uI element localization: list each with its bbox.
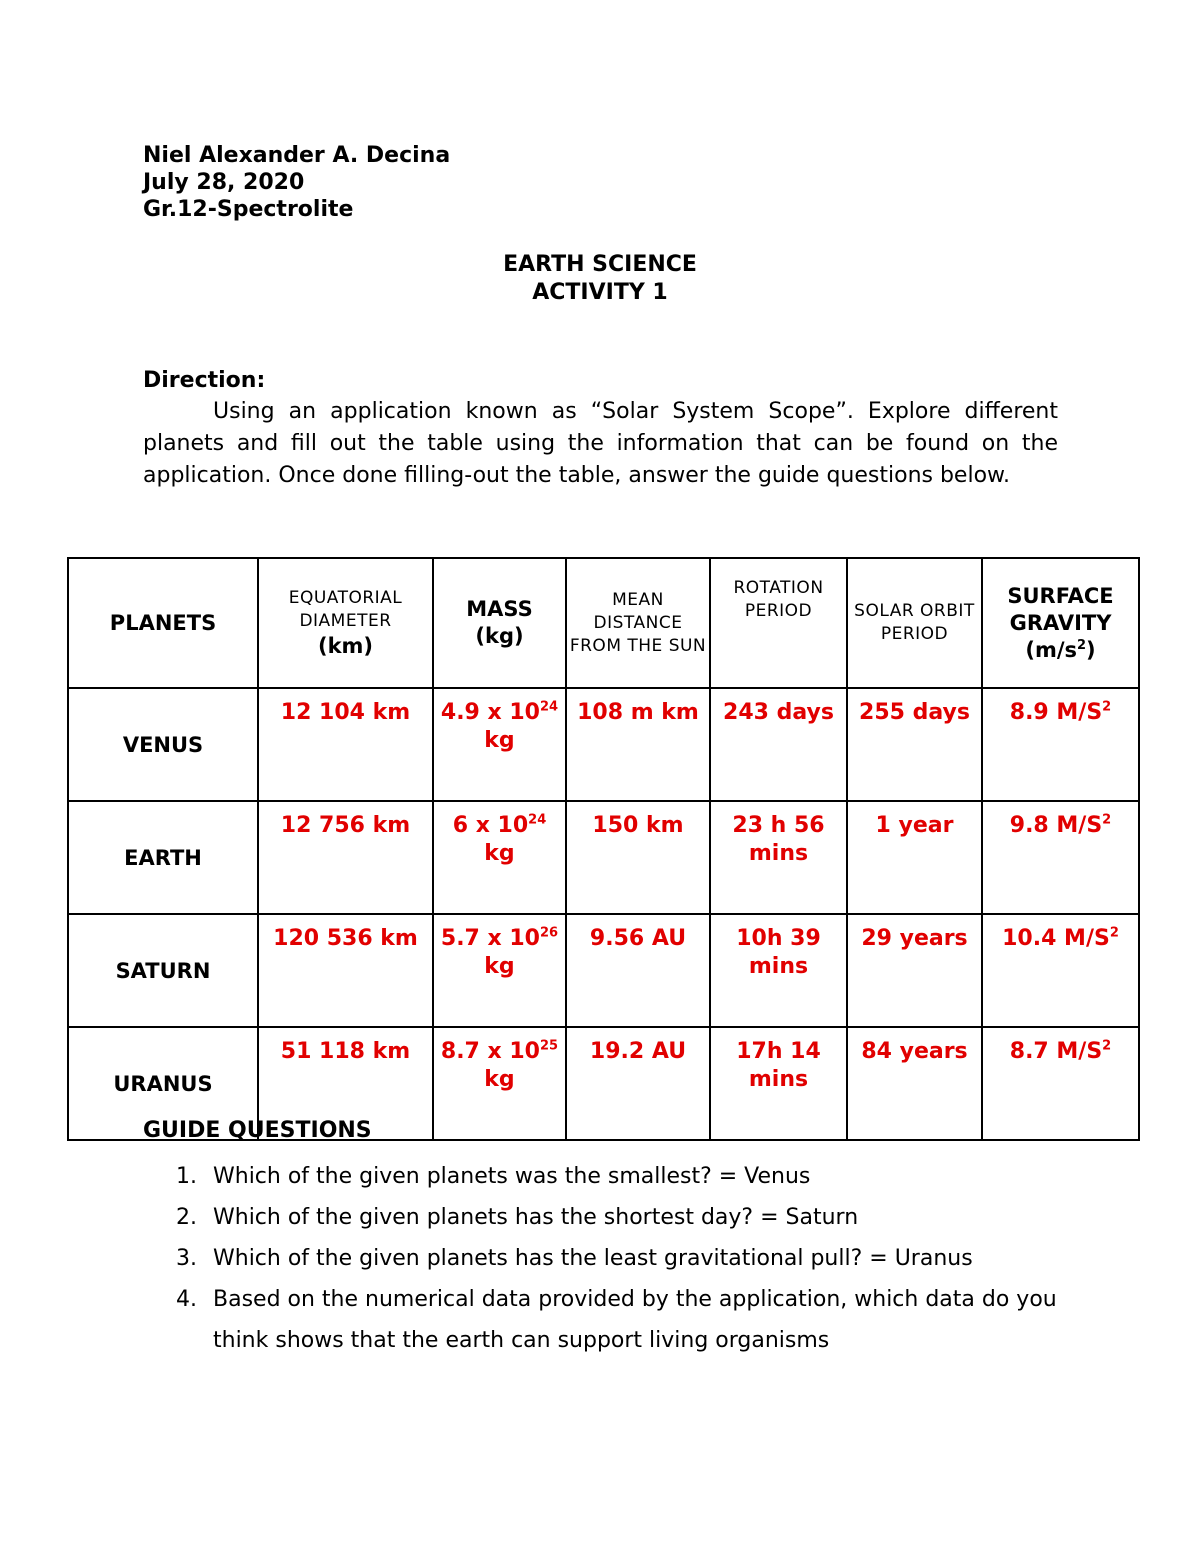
distance-value: 108 m km	[566, 688, 710, 801]
orbit-value: 1 year	[847, 801, 982, 914]
diameter-value: 12 756 km	[258, 801, 433, 914]
header-gravity: SURFACE GRAVITY $(m/s^2)$	[982, 558, 1139, 688]
mass-value: 6 x $10^{24}$ kg	[433, 801, 566, 914]
header-diameter: EQUATORIAL DIAMETER (km)	[258, 558, 433, 688]
distance-value: 150 km	[566, 801, 710, 914]
diameter-value: 120 536 km	[258, 914, 433, 1027]
question-number: 4.	[176, 1287, 197, 1312]
guide-questions-title: GUIDE QUESTIONS	[143, 1118, 372, 1143]
rotation-value: 17h 14 mins	[710, 1027, 847, 1140]
gravity-value: 10.4 $M/S^2$	[982, 914, 1139, 1027]
document-title	[0, 251, 1200, 307]
gravity-value: 8.9 $M/S^2$	[982, 688, 1139, 801]
distance-value: 19.2 AU	[566, 1027, 710, 1140]
student-header	[143, 142, 450, 223]
table-row-venus	[68, 688, 1139, 801]
student-name: Niel Alexander A. Decina	[143, 143, 451, 168]
planet-name: VENUS	[68, 688, 258, 801]
orbit-value: 255 days	[847, 688, 982, 801]
gravity-value: 9.8 $M/S^2$	[982, 801, 1139, 914]
orbit-value: 84 years	[847, 1027, 982, 1140]
diameter-value: 12 104 km	[258, 688, 433, 801]
rotation-value: 10h 39 mins	[710, 914, 847, 1027]
table-header-row	[68, 558, 1139, 688]
header-mass: MASS (kg)	[433, 558, 566, 688]
question-text: Which of the given planets has the shortest day? = Saturn	[213, 1205, 859, 1230]
planet-name: EARTH	[68, 801, 258, 914]
header-orbit: SOLAR ORBIT PERIOD	[847, 558, 982, 688]
question-text: Based on the numerical data provided by the application, which data do you think shows that the earth can support living organisms	[213, 1287, 1057, 1353]
header-rotation: ROTATION PERIOD	[710, 558, 847, 688]
table-row-saturn	[68, 914, 1139, 1027]
gravity-value: 8.7 $M/S^2$	[982, 1027, 1139, 1140]
distance-value: 9.56 AU	[566, 914, 710, 1027]
planets-table	[67, 557, 1140, 1141]
question-number: 1.	[176, 1164, 197, 1189]
guide-question	[143, 1238, 1113, 1279]
activity-title: ACTIVITY 1	[532, 280, 668, 305]
question-text: Which of the given planets was the smallest? = Venus	[213, 1164, 811, 1189]
direction-label: Direction:	[143, 368, 266, 393]
guide-question	[143, 1197, 1113, 1238]
header-distance: MEAN DISTANCE FROM THE SUN	[566, 558, 710, 688]
mass-value: 8.7 x $10^{25}$ kg	[433, 1027, 566, 1140]
header-planets: PLANETS	[68, 558, 258, 688]
question-number: 3.	[176, 1246, 197, 1271]
mass-value: 4.9 x $10^{24}$ kg	[433, 688, 566, 801]
planet-name: URANUS	[68, 1027, 258, 1140]
mass-value: 5.7 x $10^{26}$ kg	[433, 914, 566, 1027]
orbit-value: 29 years	[847, 914, 982, 1027]
planet-name: SATURN	[68, 914, 258, 1027]
rotation-value: 23 h 56 mins	[710, 801, 847, 914]
question-number: 2.	[176, 1205, 197, 1230]
guide-questions-list	[143, 1156, 1113, 1361]
grade-section: Gr.12-Spectrolite	[143, 197, 354, 222]
subject-title: EARTH SCIENCE	[503, 252, 697, 277]
diameter-value: 51 118 km	[258, 1027, 433, 1140]
question-text: Which of the given planets has the least gravitational pull? = Uranus	[213, 1246, 973, 1271]
submission-date: July 28, 2020	[143, 170, 305, 195]
direction-text: Using an application known as “Solar System Scope”. Explore different planets and fill out the table using the information that can be found on the application. Once done filling-out the table, answer the guide questions below.	[143, 399, 1058, 488]
guide-question	[143, 1156, 1113, 1197]
table-row-earth	[68, 801, 1139, 914]
guide-question	[143, 1279, 1113, 1361]
rotation-value: 243 days	[710, 688, 847, 801]
